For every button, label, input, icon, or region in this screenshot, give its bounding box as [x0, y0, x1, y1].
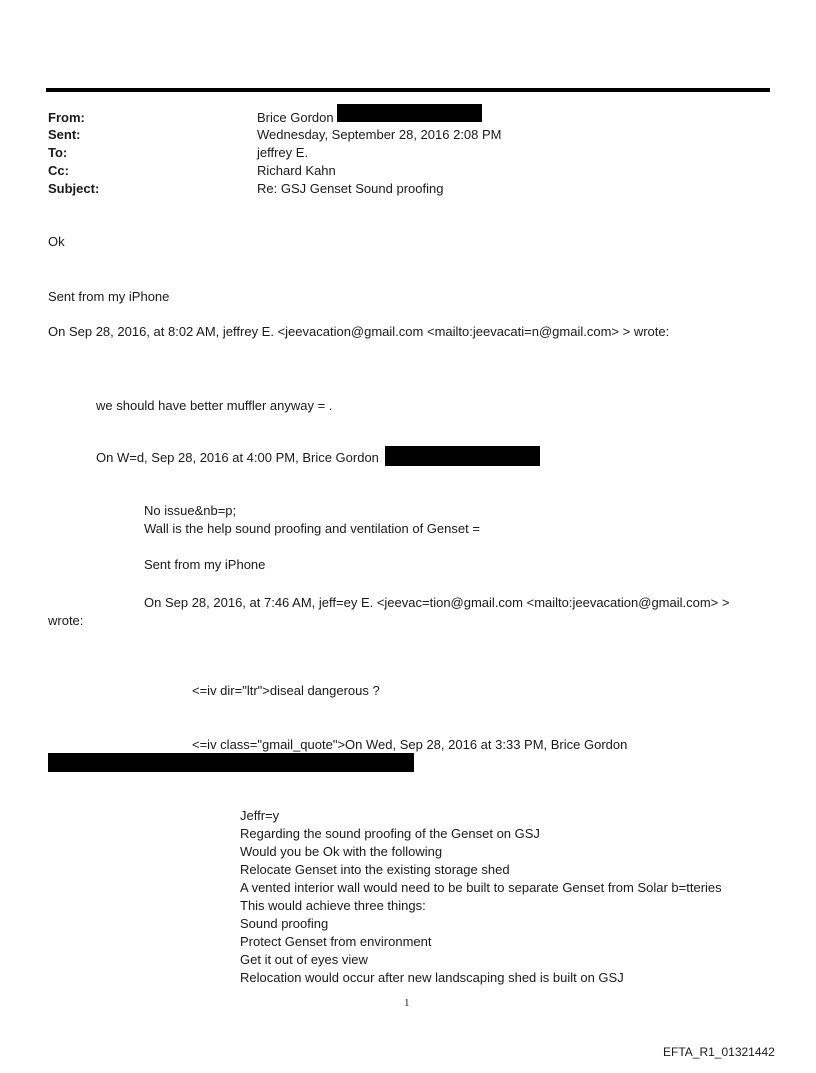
signature-2: Sent from my iPhone	[144, 557, 266, 572]
document-id: EFTA_R1_01321442	[663, 1045, 775, 1059]
original-line: Sound proofing	[240, 916, 329, 931]
original-line: Regarding the sound proofing of the Genset on GSJ	[240, 826, 540, 841]
page-number: 1	[404, 997, 410, 1009]
to-label: To:	[48, 145, 68, 160]
from-value: Brice Gordon	[257, 110, 334, 125]
quote3-attribution-wrap: wrote:	[48, 613, 84, 628]
reply-text: Ok	[48, 234, 65, 249]
original-line: A vented interior wall would need to be built to separate Genset from Solar b=tteries	[240, 880, 722, 895]
quote3-attribution: On Sep 28, 2016, at 7:46 AM, jeff=ey E. <jeevac=tion@gmail.com <mailto:jeevacation@gmail.com> >	[144, 595, 730, 610]
original-line: Relocate Genset into the existing storage shed	[240, 862, 510, 877]
original-line: Protect Genset from environment	[240, 934, 432, 949]
quote4-attribution: <=iv class="gmail_quote">On Wed, Sep 28, 2016 at 3:33 PM, Brice Gordon	[192, 737, 628, 752]
from-label: From:	[48, 110, 85, 125]
original-line: This would achieve three things:	[240, 898, 426, 913]
quote2-line2: Wall is the help sound proofing and ventilation of Genset =	[144, 521, 480, 536]
original-line: Would you be Ok with the following	[240, 844, 443, 859]
quote1-text: we should have better muffler anyway = .	[96, 398, 333, 413]
to-value: jeffrey E.	[257, 145, 309, 160]
header-rule	[46, 88, 770, 92]
original-line: Relocation would occur after new landscaping shed is built on GSJ	[240, 970, 624, 985]
original-line: Get it out of eyes view	[240, 952, 368, 967]
sent-value: Wednesday, September 28, 2016 2:08 PM	[257, 127, 502, 142]
cc-label: Cc:	[48, 163, 69, 178]
subject-value: Re: GSJ Genset Sound proofing	[257, 181, 444, 196]
redaction-quote4-email	[48, 753, 414, 772]
sent-label: Sent:	[48, 127, 81, 142]
quote1-attribution: On Sep 28, 2016, at 8:02 AM, jeffrey E. <jeevacation@gmail.com <mailto:jeevacati=n@gmail.com> > wrote:	[48, 324, 670, 339]
redaction-quote2-email	[385, 446, 540, 466]
original-line: Jeffr=y	[240, 808, 280, 823]
cc-value: Richard Kahn	[257, 163, 336, 178]
redaction-from-email	[337, 104, 482, 122]
signature-1: Sent from my iPhone	[48, 289, 170, 304]
subject-label: Subject:	[48, 181, 100, 196]
quote2-line1: No issue&nb=p;	[144, 503, 237, 518]
quote2-attribution: On W=d, Sep 28, 2016 at 4:00 PM, Brice Gordon	[96, 450, 379, 465]
quote3-text: <=iv dir="ltr">diseal dangerous ?	[192, 683, 380, 698]
